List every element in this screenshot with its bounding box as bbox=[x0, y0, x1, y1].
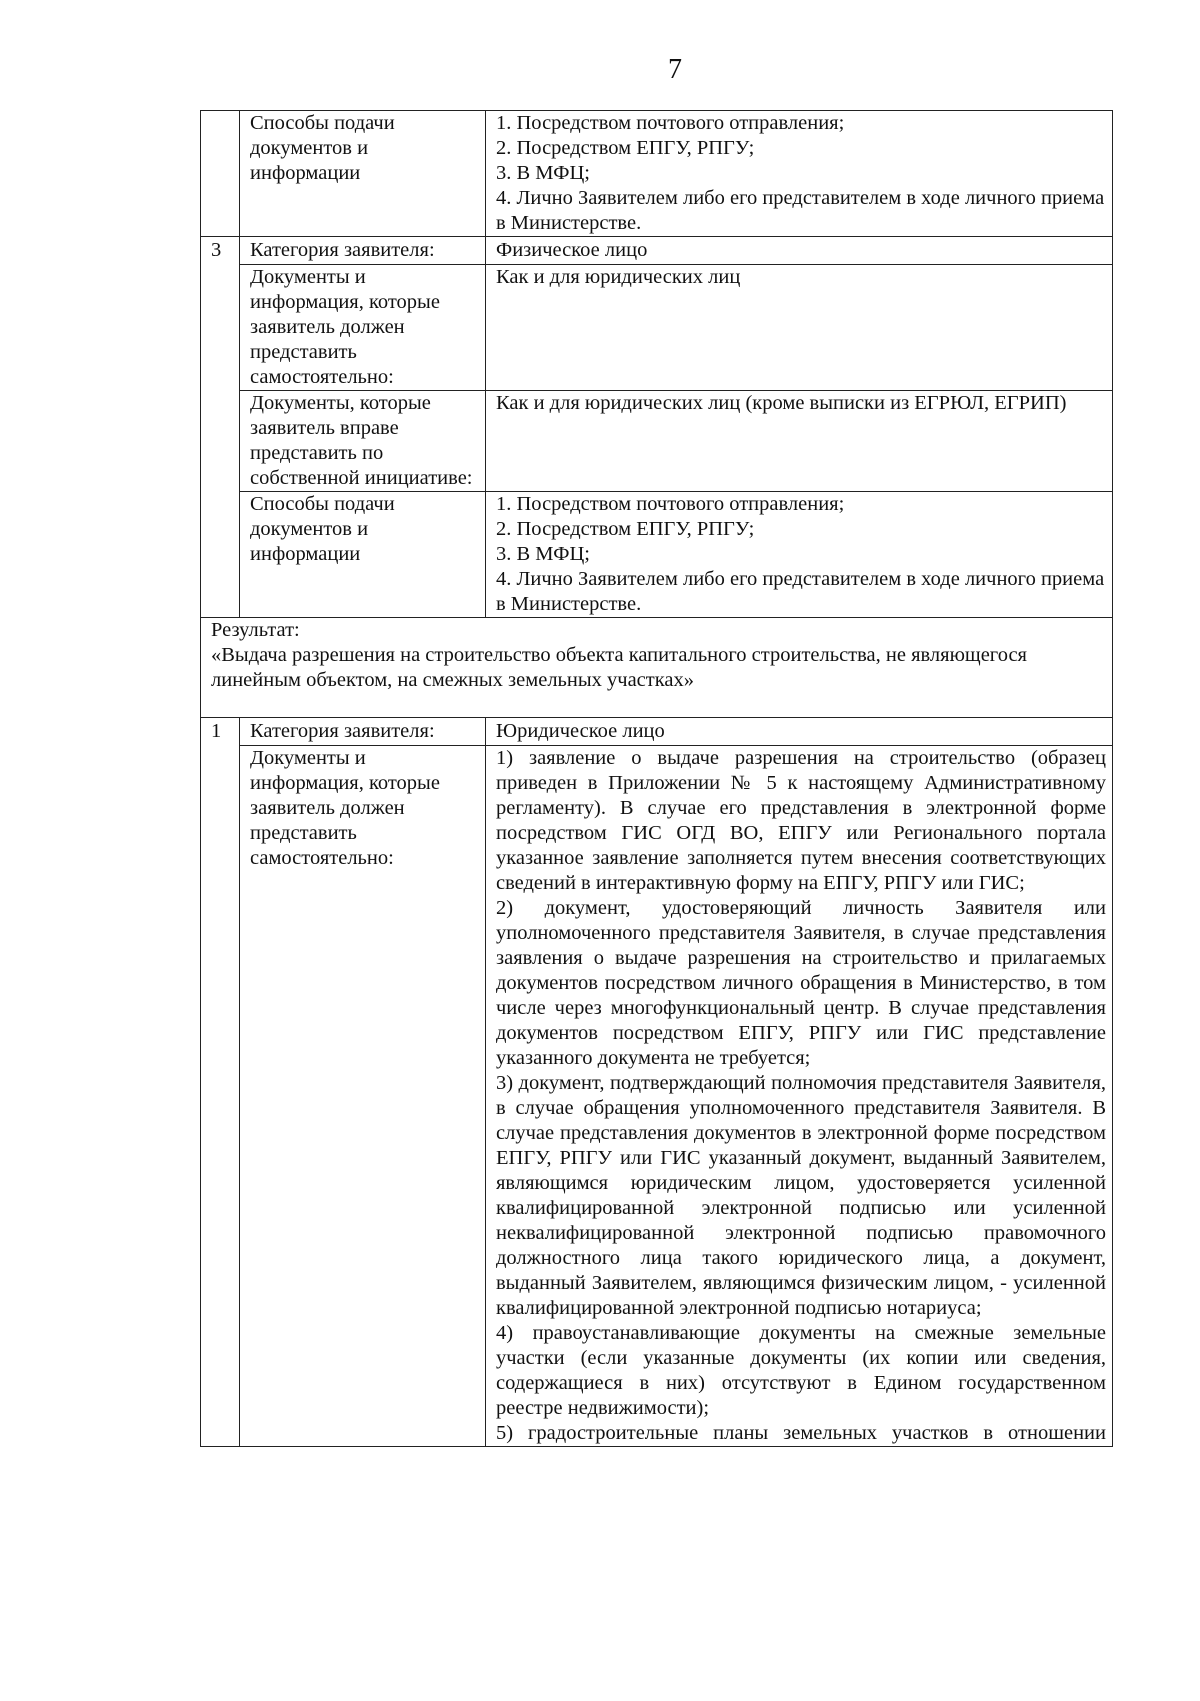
result-section bbox=[201, 618, 1113, 718]
row-number-cell bbox=[201, 492, 240, 618]
table-row bbox=[201, 492, 1113, 618]
table-row bbox=[201, 718, 1113, 746]
table-row bbox=[201, 265, 1113, 391]
submission-methods-value bbox=[486, 492, 1113, 618]
result-heading: Результат: bbox=[211, 619, 300, 641]
submission-methods-label: Способы подачи документов и информации bbox=[240, 492, 486, 618]
list-item: 5) градостроительные планы земельных участков в отношении bbox=[496, 1422, 1106, 1444]
list-item: 4) правоустанавливающие документы на смежные земельные участки (если указанные документы (их копии или сведения, содержащиеся в них) отсутствуют в Едином государственном реестре недвижимости); bbox=[496, 1322, 1106, 1419]
table-row bbox=[201, 237, 1113, 265]
required-docs-value: Как и для юридических лиц bbox=[486, 265, 1113, 391]
optional-docs-value: Как и для юридических лиц (кроме выписки из ЕГРЮЛ, ЕГРИП) bbox=[486, 391, 1113, 492]
submission-methods-label: Способы подачи документов и информации bbox=[240, 111, 486, 237]
table-row bbox=[201, 391, 1113, 492]
optional-docs-label: Документы, которые заявитель вправе представить по собственной инициативе: bbox=[240, 391, 486, 492]
required-docs-label: Документы и информация, которые заявитель должен представить самостоятельно: bbox=[240, 746, 486, 1447]
row-number-cell bbox=[201, 746, 240, 1447]
table-row bbox=[201, 111, 1113, 237]
applicant-category-label: Категория заявителя: bbox=[240, 718, 486, 746]
applicant-category-value: Физическое лицо bbox=[486, 237, 1113, 265]
page-number: 7 bbox=[668, 54, 682, 85]
list-item: 3) документ, подтверждающий полномочия представителя Заявителя, в случае обращения уполномоченного представителя Заявителя. В случае представления документов в электронной форме посредством ЕПГУ, РПГУ или ГИС указанный документ, выданный Заявителем, являющимся юридическим лицом, удостоверяется усиленной квалифицированной электронной подписью или усиленной неквалифицированной электронной подписью правомочного должностного лица такого юридического лица, а документ, выданный Заявителем, являющимся физическим лицом, - усиленной квалифицированной электронной подписью нотариуса; bbox=[496, 1072, 1106, 1319]
applicant-category-label: Категория заявителя: bbox=[240, 237, 486, 265]
list-item: 2) документ, удостоверяющий личность Заявителя или уполномоченного представителя Заявителя, в случае представления заявления о выдаче разрешения на строительство и прилагаемых документов посредством личного обращения в Министерство, в том числе через многофункциональный центр. В случае представления документов посредством ЕПГУ, РПГУ или ГИС представление указанного документа не требуется; bbox=[496, 897, 1106, 1069]
row-number: 3 bbox=[201, 237, 240, 265]
list-item: 1. Посредством почтового отправления; bbox=[496, 493, 845, 515]
applicant-category-value: Юридическое лицо bbox=[486, 718, 1113, 746]
row-number: 1 bbox=[201, 718, 240, 746]
row-number-cell bbox=[201, 391, 240, 492]
table-row bbox=[201, 746, 1113, 1447]
submission-methods-value bbox=[486, 111, 1113, 237]
result-text: «Выдача разрешения на строительство объекта капитального строительства, не являющегося линейным объектом, на смежных земельных участках» bbox=[211, 644, 1027, 691]
list-item: 1. Посредством почтового отправления; bbox=[496, 112, 845, 134]
table-row bbox=[201, 618, 1113, 718]
document-table bbox=[200, 110, 1113, 1447]
list-item: 4. Лично Заявителем либо его представителем в ходе личного приема в Министерстве. bbox=[496, 187, 1105, 234]
list-item: 1) заявление о выдаче разрешения на строительство (образец приведен в Приложении № 5 к настоящему Административному регламенту). В случае его представления в электронной форме посредством ГИС ОГД ВО, ЕПГУ или Регионального портала указанное заявление заполняется путем внесения соответствующих сведений в интерактивную форму на ЕПГУ, РПГУ или ГИС; bbox=[496, 747, 1106, 894]
row-number-cell bbox=[201, 111, 240, 237]
list-item: 2. Посредством ЕПГУ, РПГУ; bbox=[496, 518, 755, 540]
list-item: 3. В МФЦ; bbox=[496, 543, 590, 565]
required-docs-label: Документы и информация, которые заявитель должен представить самостоятельно: bbox=[240, 265, 486, 391]
required-docs-list bbox=[486, 746, 1113, 1447]
row-number-cell bbox=[201, 265, 240, 391]
list-item: 2. Посредством ЕПГУ, РПГУ; bbox=[496, 137, 755, 159]
list-item: 3. В МФЦ; bbox=[496, 162, 590, 184]
list-item: 4. Лично Заявителем либо его представителем в ходе личного приема в Министерстве. bbox=[496, 568, 1105, 615]
